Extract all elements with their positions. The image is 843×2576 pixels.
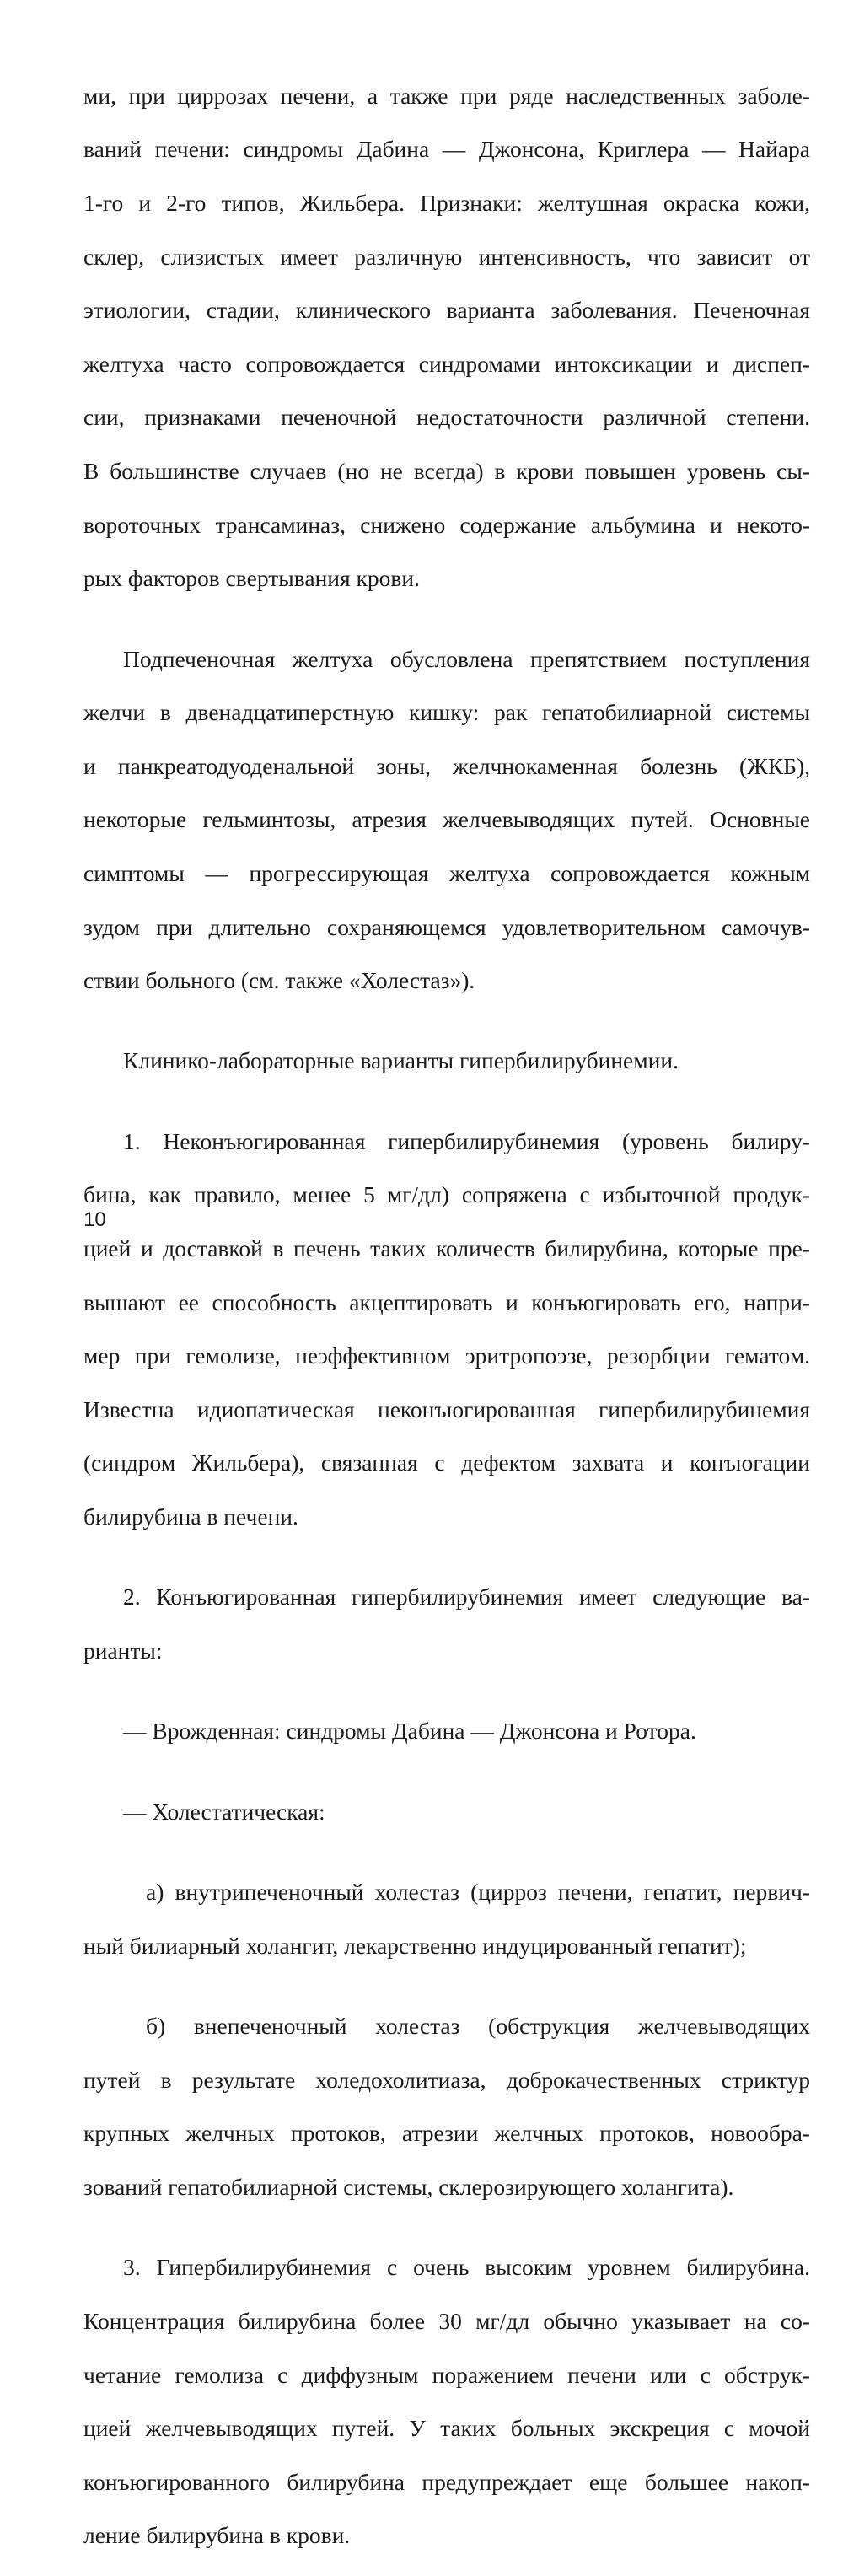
paragraph-extrahepatic	[83, 1986, 810, 2227]
page-number: 10	[83, 1208, 106, 1231]
paragraph-cholestatic	[83, 1772, 810, 1852]
text-line: (синдром Жильбера), связанная с дефектом захвата и конъюгации	[83, 1449, 810, 1476]
text-line: 3. Гипербилирубинемия с очень высоким уровнем билирубина.	[123, 2254, 810, 2281]
text-line: рых факторов свертывания крови.	[83, 565, 420, 592]
text-line: четание гемолиза с диффузным поражением печени или с обструк-	[83, 2361, 810, 2388]
text-line: рианты:	[83, 1638, 163, 1664]
text-line: ление билирубина в крови.	[83, 2522, 351, 2549]
text-line: бина, как правило, менее 5 мг/дл) сопряжена с избыточной продук-	[83, 1181, 810, 1208]
text-line: вороточных трансаминаз, снижено содержание альбумина и некото-	[83, 511, 810, 538]
paragraph-item-3-very-high	[83, 2228, 810, 2576]
text-line: ми, при циррозах печени, а также при ряде наследственных заболе-	[83, 82, 810, 109]
text-line: Подпеченочная желтуха обусловлена препятствием поступления	[123, 645, 810, 672]
text-line: зудом при длительно сохраняющемся удовлетворительном самочув-	[83, 913, 810, 940]
text-line: Концентрация билирубина более 30 мг/дл обычно указывает на со-	[83, 2307, 810, 2334]
paragraph-intrahepatic	[83, 1852, 810, 1986]
text-line: ствии больного (см. также «Холестаз»).	[83, 967, 475, 994]
page-body	[83, 56, 810, 2576]
text-line: 1. Неконъюгированная гипербилирубинемия (уровень билиру-	[123, 1127, 810, 1154]
paragraph-liver-jaundice-continued	[83, 56, 810, 619]
paragraph-congenital	[83, 1691, 810, 1772]
text-line: путей в результате холедохолитиаза, доброкачественных стриктур	[83, 2066, 810, 2093]
text-line: ваний печени: синдромы Дабина — Джонсона, Криглера — Найара	[83, 136, 810, 163]
text-line: цией и доставкой в печень таких количеств билирубина, которые пре-	[83, 1235, 810, 1262]
text-line: 1-го и 2-го типов, Жильбера. Признаки: желтушная окраска кожи,	[83, 189, 810, 216]
text-line: б) внепеченочный холестаз (обструкция желчевыводящих	[146, 2013, 810, 2040]
text-line: — Холестатическая:	[123, 1798, 325, 1825]
text-line: вышают ее способность акцептировать и конъюгировать его, напри-	[83, 1288, 810, 1315]
text-line: желчи в двенадцатиперстную кишку: рак гепатобилиарной системы	[83, 699, 810, 726]
text-line: симптомы — прогрессирующая желтуха сопровождается кожным	[83, 859, 810, 886]
paragraph-item-2-conjugated	[83, 1557, 810, 1691]
text-line: цией желчевыводящих путей. У таких больных экскреция с мочой	[83, 2415, 810, 2442]
text-line: — Врожденная: синдромы Дабина — Джонсона и Ротора.	[123, 1718, 696, 1745]
text-line: зований гепатобилиарной системы, склерозирующего холангита).	[83, 2173, 734, 2200]
text-line: 2. Конъюгированная гипербилирубинемия имеет следующие ва-	[123, 1584, 810, 1611]
text-line: мер при гемолизе, неэффективном эритропоэзе, резорбции гематом.	[83, 1342, 810, 1369]
text-line: В большинстве случаев (но не всегда) в крови повышен уровень сы-	[83, 457, 810, 484]
text-line: ный билиарный холангит, лекарственно индуцированный гепатит);	[83, 1932, 747, 1959]
text-line: Клинико-лабораторные варианты гипербилирубинемии.	[123, 1047, 679, 1074]
text-line: некоторые гельминтозы, атрезия желчевыводящих путей. Основные	[83, 806, 810, 833]
text-line: Известна идиопатическая неконъюгированная гипербилирубинемия	[83, 1396, 810, 1422]
text-line: крупных желчных протоков, атрезии желчных протоков, новообра-	[83, 2120, 810, 2147]
text-line: желтуха часто сопровождается синдромами интоксикации и диспеп-	[83, 350, 810, 377]
text-line: сии, признаками печеночной недостаточности различной степени.	[83, 404, 810, 431]
paragraph-variants-heading	[83, 1021, 810, 1101]
text-line: склер, слизистых имеет различную интенсивность, что зависит от	[83, 243, 810, 270]
paragraph-subhepatic-jaundice	[83, 619, 810, 1021]
text-line: конъюгированного билирубина предупреждает еще большее накоп-	[83, 2468, 810, 2495]
text-line: а) внутрипеченочный холестаз (цирроз печени, гепатит, первич-	[146, 1879, 810, 1906]
paragraph-item-1-unconjugated	[83, 1101, 810, 1557]
text-line: и панкреатодуоденальной зоны, желчнокаменная болезнь (ЖКБ),	[83, 752, 810, 779]
text-line: билирубина в печени.	[83, 1503, 298, 1530]
text-line: этиологии, стадии, клинического варианта заболевания. Печеночная	[83, 297, 810, 324]
